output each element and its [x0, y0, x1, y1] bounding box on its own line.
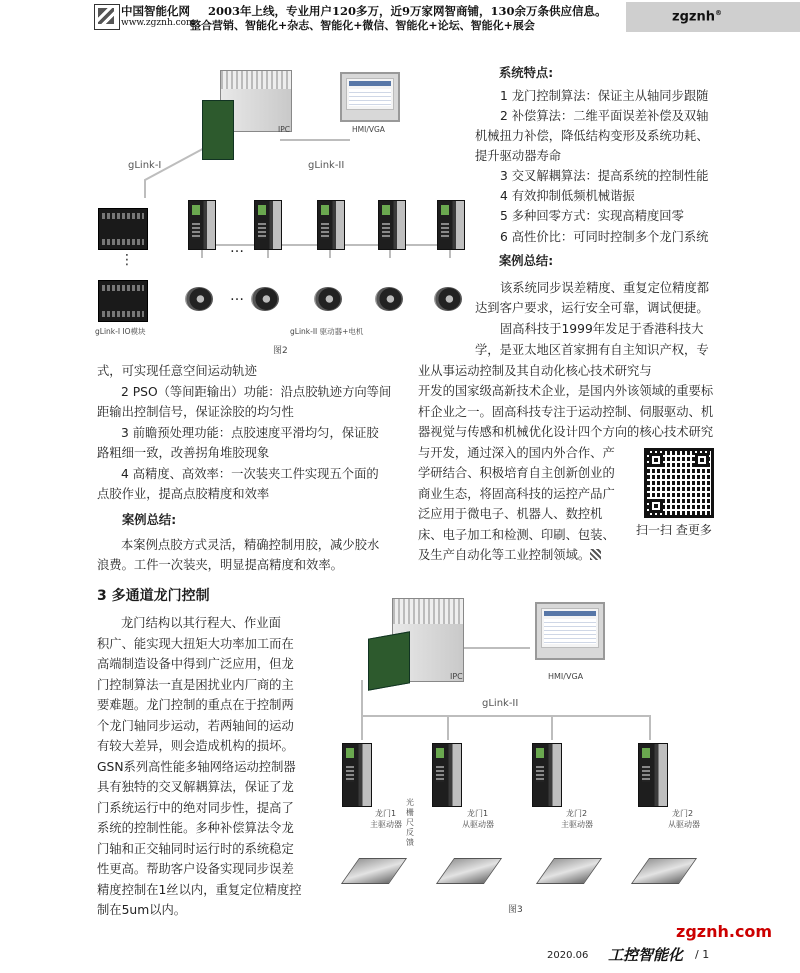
features-title: 系统特点:: [499, 66, 554, 80]
feature-4: 4 有效抑制低频机械谐振: [500, 189, 635, 203]
company-text-7: 与开发，通过深入的国内外合作、产: [418, 446, 615, 460]
servo-motor-5: [434, 287, 462, 311]
motion-card: [202, 100, 234, 160]
footer-date: 2020.06: [547, 950, 589, 961]
feature-1: 1 龙门控制算法：保证主从轴同步跟随: [500, 89, 709, 103]
horizontal-ellipsis-2: …: [230, 288, 244, 304]
hmi-monitor: [535, 602, 605, 660]
servo-motor-3: [314, 287, 342, 311]
horizontal-ellipsis-1: …: [230, 240, 244, 256]
ipc-label: IPC: [278, 125, 290, 134]
gantry-2-master-label-b: 主驱动器: [561, 820, 593, 829]
left-text-3: 距输出控制信号，保证涂胶的均匀性: [97, 405, 294, 419]
section-3-text-5: 要难题。龙门控制的重点在于控制两: [97, 698, 294, 712]
gantry-1-slave-label-b: 从驱动器: [462, 820, 494, 829]
header-brand: zgznh®: [672, 9, 722, 25]
left-summary-title: 案例总结:: [122, 513, 177, 527]
hmi-label: HMI/VGA: [548, 672, 584, 681]
servo-drive-1: [188, 200, 216, 250]
servo-motor-2: [251, 287, 279, 311]
company-text-5: 杆企业之一。固高科技专注于运动控制、伺服驱动、机: [418, 405, 714, 419]
servo-drive-4: [378, 200, 406, 250]
gantry-1-master-drive: [342, 743, 372, 807]
site-name: 中国智能化网: [121, 4, 190, 18]
feature-2-a: 2 补偿算法：二维平面误差补偿及双轴: [500, 109, 709, 123]
vertical-ellipsis: ⋮: [120, 252, 134, 268]
section-3-text-14: 精度控制在1丝以内，重复定位精度控: [97, 883, 302, 897]
right-summary-title: 案例总结:: [499, 254, 554, 268]
gantry-2-master-drive: [532, 743, 562, 807]
header-brand-box: [626, 2, 800, 32]
page-header: [0, 0, 800, 34]
gantry-1-master-label-b: 主驱动器: [370, 820, 402, 829]
servo-drive-3: [317, 200, 345, 250]
footer-page-number: / 1: [695, 948, 710, 961]
gantry-2-slave-label-a: 龙门2: [672, 809, 694, 818]
servo-drive-2: [254, 200, 282, 250]
servo-motor-1: [185, 287, 213, 311]
section-3-text-10: 门系统运行中的绝对同步性，提高了: [97, 801, 294, 815]
gantry-1-slave-label-a: 龙门1: [467, 809, 489, 818]
company-text-1: 固高科技于1999年发足于香港科技大: [500, 322, 704, 336]
gantry-1-master-label-a: 龙门1: [375, 809, 397, 818]
section-3-text-3: 高端制造设备中得到广泛应用，但龙: [97, 657, 294, 671]
left-summary-2: 浪费。工件一次装夹，明显提高精度和效率。: [97, 558, 343, 572]
figure-2-caption: 图2: [273, 346, 288, 356]
company-text-10: 泛应用于微电子、机器人、数控机: [418, 507, 603, 521]
left-text-5: 路粗细一致，改善拐角堆胶现象: [97, 446, 270, 460]
feature-5: 5 多种回零方式：实现高精度回零: [500, 209, 684, 223]
io-module-1: [98, 208, 148, 250]
footer-brand: zgznh.com: [676, 922, 773, 941]
left-text-7: 点胶作业，提高点胶精度和效率: [97, 487, 270, 501]
drive-motor-label: gLink-II 驱动器+电机: [290, 327, 364, 336]
company-text-6: 器视觉与传感和机械优化设计四个方向的核心技术研究: [418, 425, 714, 439]
company-text-4: 开发的国家级高新技术企业，是国内外该领域的重要标: [418, 384, 714, 398]
feature-6: 6 高性价比：可同时控制多个龙门系统: [500, 230, 709, 244]
figure-3: [320, 590, 700, 920]
ipc-label: IPC: [450, 672, 463, 681]
glink-ii-label: gLink-II: [308, 160, 345, 171]
site-logo-icon: [94, 4, 120, 30]
hmi-label: HMI/VGA: [352, 125, 385, 134]
section-3-text-6: 个龙门轴同步运动，若两轴间的运动: [97, 719, 294, 733]
company-text-9: 商业生态，将固高科技的运控产品广: [418, 487, 615, 501]
header-tagline-1: 2003年上线，专业用户120多万，近9万家网智商铺，130余万条供应信息。: [208, 4, 607, 18]
grating-feedback-label: 光栅尺反馈: [406, 798, 414, 847]
servo-drive-5: [437, 200, 465, 250]
feature-2-c: 提升驱动器寿命: [475, 149, 562, 163]
figure-3-caption: 图3: [508, 905, 523, 915]
right-summary-1: 该系统同步误差精度、重复定位精度都: [500, 281, 710, 295]
hmi-monitor: [340, 72, 400, 122]
glink-ii-label: gLink-II: [482, 698, 519, 709]
company-text-3: 业从事运动控制及其自动化核心技术研究与: [418, 364, 652, 378]
company-text-8: 学研结合、积极培育自主创新创业的: [418, 466, 615, 480]
end-mark-icon: [590, 549, 601, 560]
left-summary-1: 本案例点胶方式灵活，精确控制用胶，减少胶水: [121, 538, 380, 552]
left-text-1: 式，可实现任意空间运动轨迹: [97, 364, 257, 378]
qr-caption: 扫一扫 查更多: [636, 523, 712, 537]
company-text-2: 学，是亚太地区首家拥有自主知识产权，专: [475, 343, 709, 357]
qr-code-icon[interactable]: [644, 448, 714, 518]
section-3-text-8: GSN系列高性能多轴网络运动控制器: [97, 760, 296, 774]
io-module-2: [98, 280, 148, 322]
io-module-label: gLink-I IO模块: [95, 327, 146, 336]
feature-3: 3 交叉解耦算法：提高系统的控制性能: [500, 169, 709, 183]
section-3-text-4: 门控制算法一直是困扰业内厂商的主: [97, 678, 294, 692]
section-3-text-1: 龙门结构以其行程大、作业面: [121, 616, 281, 630]
footer-magazine: 工控智能化: [608, 946, 684, 964]
left-text-2: 2 PSO（等间距输出）功能：沿点胶轨迹方向等间: [121, 385, 392, 399]
gantry-2-slave-label-b: 从驱动器: [668, 820, 700, 829]
left-text-4: 3 前瞻预处理功能：点胶速度平滑均匀，保证胶: [121, 426, 379, 440]
section-3-text-9: 具有独特的交叉解耦算法，保证了龙: [97, 780, 294, 794]
section-3-text-2: 积广、能实现大扭矩大功率加工而在: [97, 637, 294, 651]
section-3-text-13: 性更高。帮助客户设备实现同步误差: [97, 862, 294, 876]
section-3-text-12: 门轴和正交轴同时运行时的系统稳定: [97, 842, 294, 856]
left-text-6: 4 高精度、高效率：一次装夹工件实现五个面的: [121, 467, 379, 481]
gantry-2-slave-drive: [638, 743, 668, 807]
section-3-text-15: 制在5um以内。: [97, 903, 187, 917]
company-text-11: 床、电子加工和检测、印刷、包装、: [418, 528, 615, 542]
right-summary-2: 达到客户要求，运行安全可靠，调试便捷。: [475, 301, 709, 315]
section-3-text-11: 系统的控制性能。多种补偿算法令龙: [97, 821, 294, 835]
feature-2-b: 机械扭力补偿，降低结构变形及系统功耗、: [475, 129, 709, 143]
gantry-1-slave-drive: [432, 743, 462, 807]
servo-motor-4: [375, 287, 403, 311]
section-3-title: 3 多通道龙门控制: [97, 588, 210, 604]
section-3-text-7: 有较大差异，则会造成机构的损坏。: [97, 739, 294, 753]
header-tagline-2: 整合营销、智能化+杂志、智能化+微信、智能化+论坛、智能化+展会: [190, 19, 535, 32]
company-text-12: 及生产自动化等工业控制领域。: [418, 548, 591, 562]
glink-i-label: gLink-I: [128, 160, 162, 171]
motion-card: [368, 631, 410, 690]
figure-2: [90, 60, 485, 360]
site-url: www.zgznh.com: [121, 18, 195, 28]
gantry-2-master-label-a: 龙门2: [566, 809, 588, 818]
